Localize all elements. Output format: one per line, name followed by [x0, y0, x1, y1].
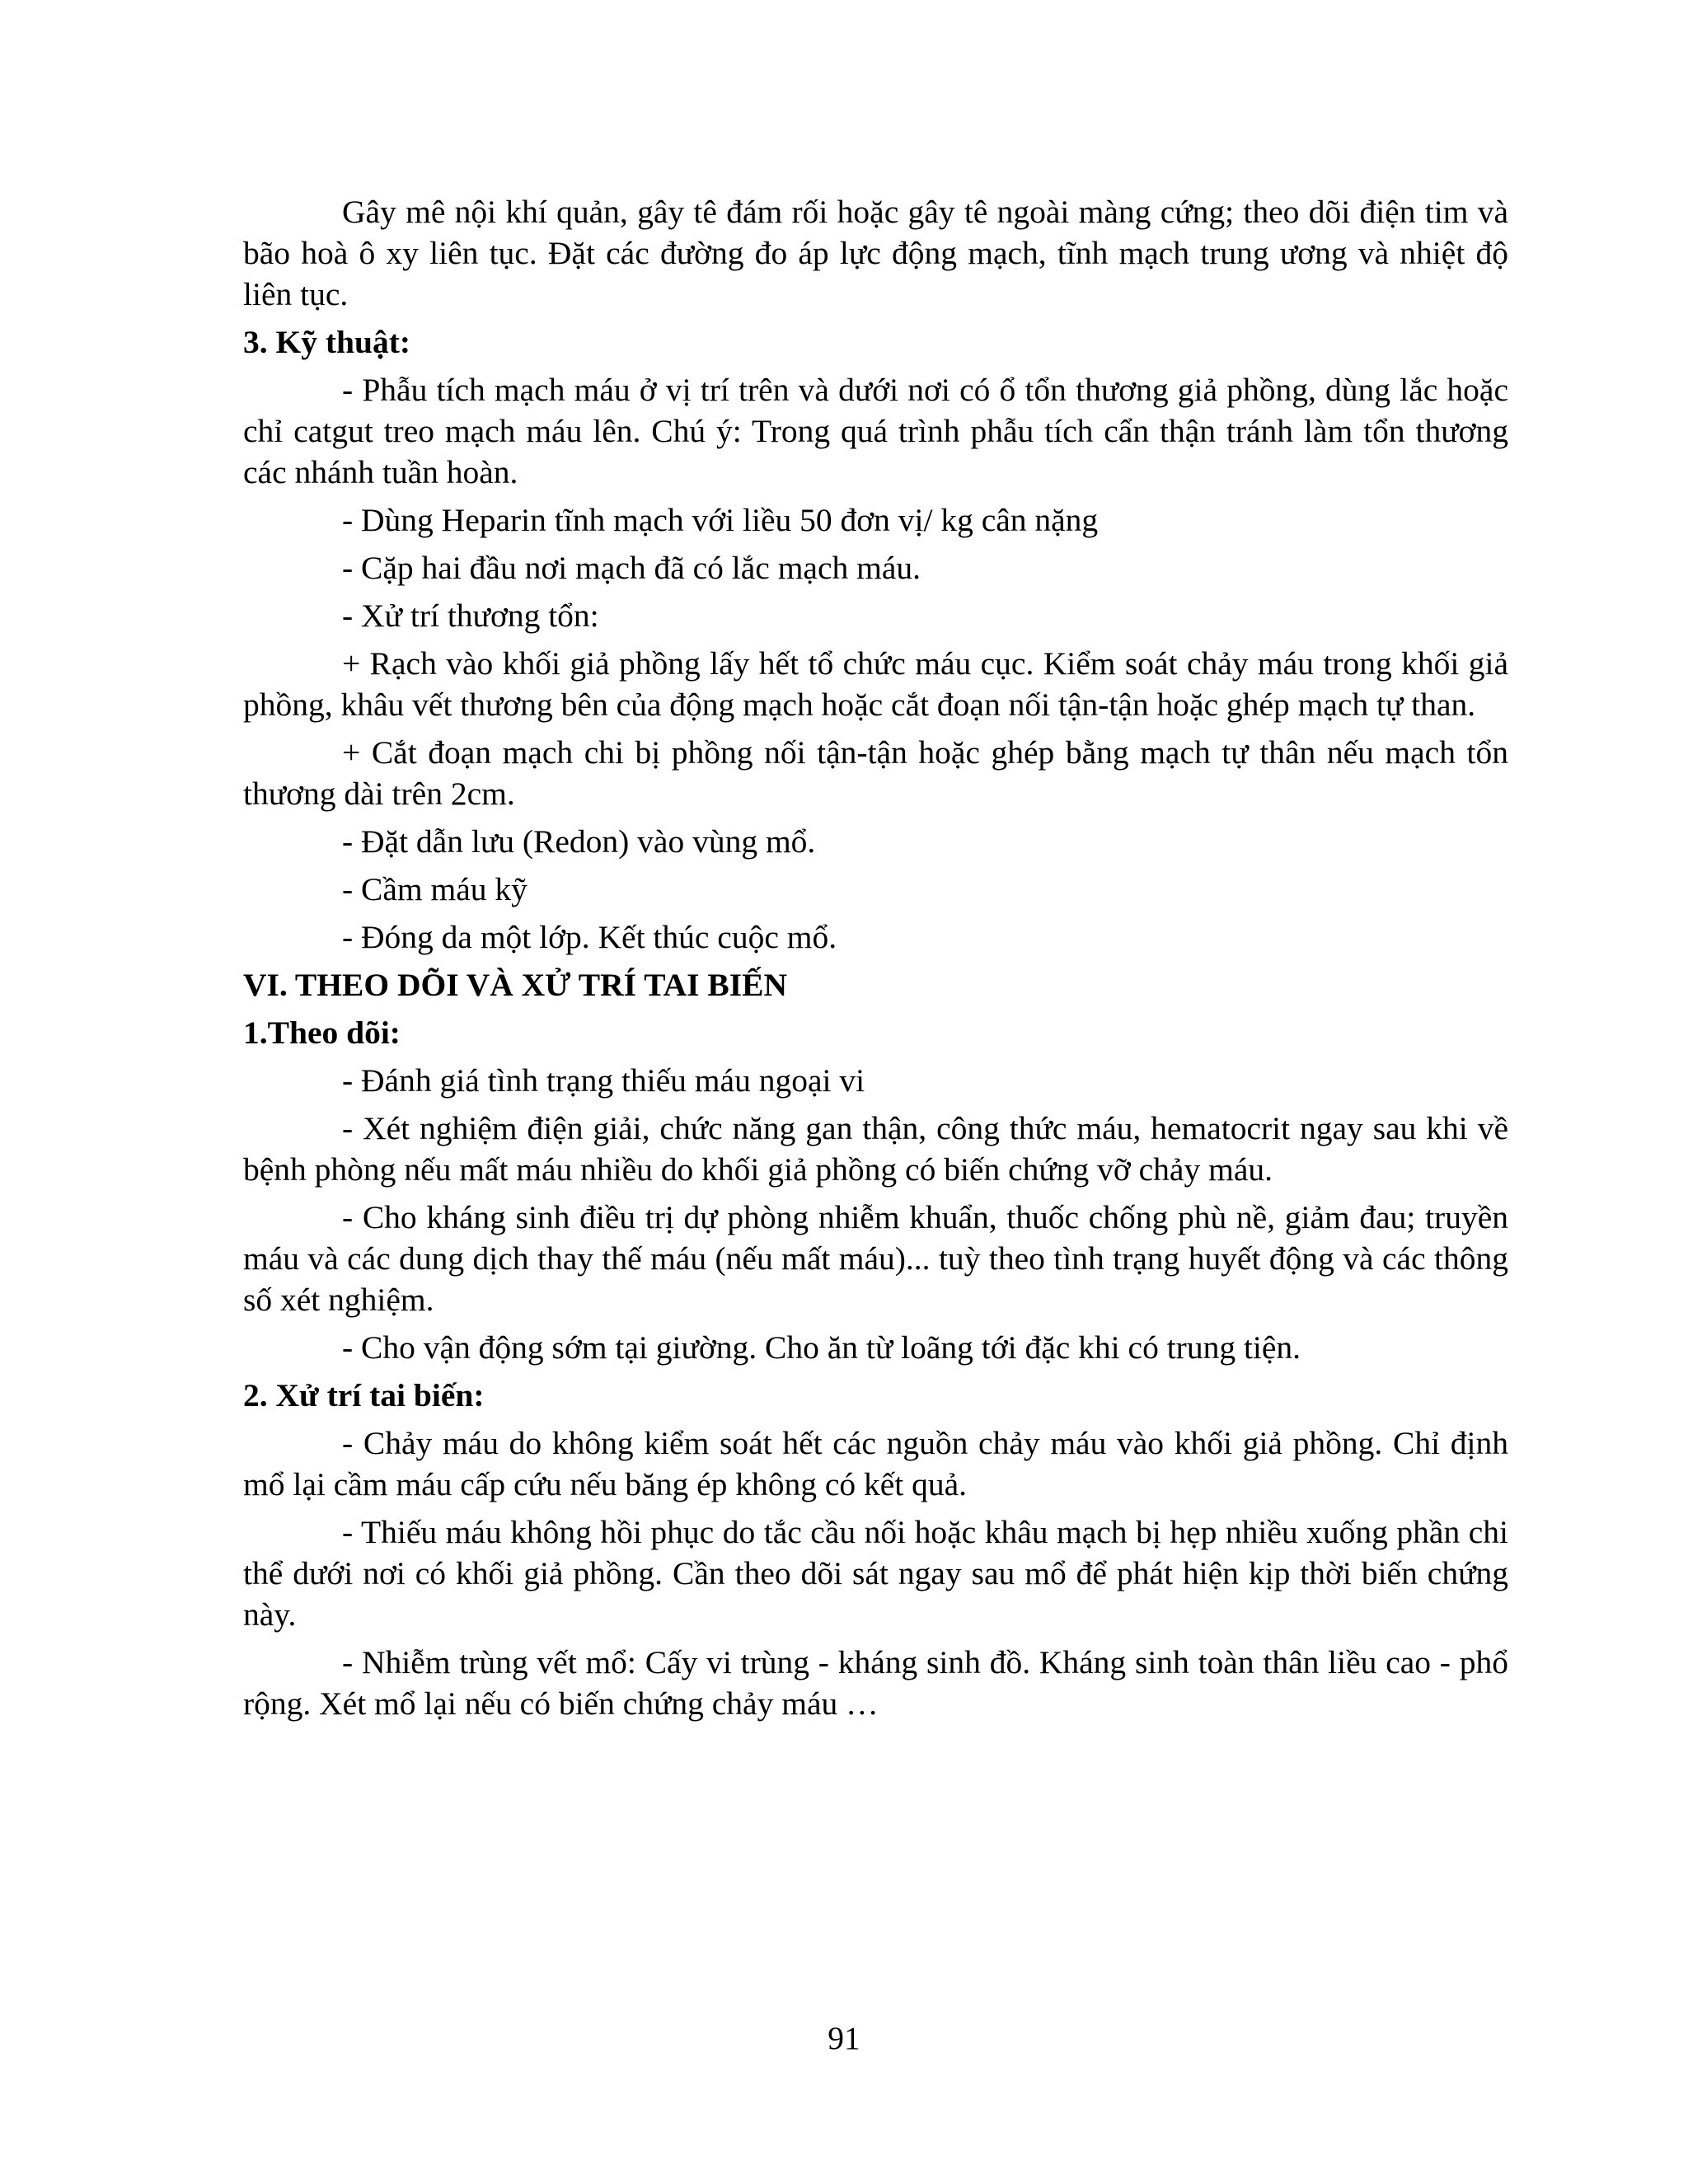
heading-complications: 2. Xử trí tai biến:	[243, 1377, 485, 1413]
paragraph-wound-infection: - Nhiễm trùng vết mổ: Cấy vi trùng - kháng sinh đồ. Kháng sinh toàn thân liều cao - phổ rộng. Xét mổ lại nếu có biến chứng chảy máu …	[243, 1644, 1508, 1722]
paragraph-anesthesia: Gây mê nội khí quản, gây tê đám rối hoặc gây tê ngoài màng cứng; theo dõi điện tim và bão hoà ô xy liên tục. Đặt các đường đo áp lực động mạch, tĩnh mạch trung ương và nhiệt độ liên tục.	[243, 194, 1508, 312]
paragraph-dissection: - Phẫu tích mạch máu ở vị trí trên và dưới nơi có ổ tổn thương giả phồng, dùng lắc hoặc chỉ catgut treo mạch máu lên. Chú ý: Trong quá trình phẫu tích cẩn thận tránh làm tổn thương các nhánh tuần hoàn.	[243, 372, 1508, 490]
paragraph-antibiotics: - Cho kháng sinh điều trị dự phòng nhiễm khuẩn, thuốc chống phù nề, giảm đau; truyền máu và các dung dịch thay thế máu (nếu mất máu)... tuỳ theo tình trạng huyết động và các thông số xét nghiệm.	[243, 1199, 1508, 1318]
paragraph-lesion-treatment: - Xử trí thương tổn:	[342, 598, 599, 634]
paragraph-drainage: - Đặt dẫn lưu (Redon) vào vùng mổ.	[342, 823, 816, 860]
paragraph-heparin: - Dùng Heparin tĩnh mạch với liều 50 đơn vị/ kg cân nặng	[342, 502, 1099, 538]
page-body	[243, 191, 1508, 1724]
paragraph-segment-cut: + Cắt đoạn mạch chi bị phồng nối tận-tận hoặc ghép bằng mạch tự thân nếu mạch tổn thương dài trên 2cm.	[243, 734, 1508, 812]
paragraph-clamp: - Cặp hai đầu nơi mạch đã có lắc mạch máu.	[342, 550, 921, 586]
paragraph-skin-closure: - Đóng da một lớp. Kết thúc cuộc mổ.	[342, 919, 837, 955]
heading-technique: 3. Kỹ thuật:	[243, 324, 410, 360]
paragraph-incision: + Rạch vào khối giả phồng lấy hết tổ chức máu cục. Kiểm soát chảy máu trong khối giả phồng, khâu vết thương bên của động mạch hoặc cắt đoạn nối tận-tận hoặc ghép mạch tự than.	[243, 645, 1508, 723]
paragraph-hemostasis: - Cầm máu kỹ	[342, 871, 528, 907]
heading-monitoring: 1.Theo dõi:	[243, 1015, 401, 1051]
paragraph-lab-tests: - Xét nghiệm điện giải, chức năng gan thận, công thức máu, hematocrit ngay sau khi về bệnh phòng nếu mất máu nhiều do khối giả phồng có biến chứng vỡ chảy máu.	[243, 1110, 1508, 1188]
paragraph-bleeding: - Chảy máu do không kiểm soát hết các nguồn chảy máu vào khối giả phồng. Chỉ định mổ lại cầm máu cấp cứu nếu băng ép không có kết quả.	[243, 1425, 1508, 1502]
paragraph-early-mobility: - Cho vận động sớm tại giường. Cho ăn từ loãng tới đặc khi có trung tiện.	[342, 1329, 1301, 1366]
heading-section-vi: VI. THEO DÕI VÀ XỬ TRÍ TAI BIẾN	[243, 967, 787, 1003]
paragraph-ischemia-eval: - Đánh giá tình trạng thiếu máu ngoại vi	[342, 1062, 865, 1099]
paragraph-irreversible-ischemia: - Thiếu máu không hồi phục do tắc cầu nối hoặc khâu mạch bị hẹp nhiều xuống phần chi thể dưới nơi có khối giả phồng. Cần theo dõi sát ngay sau mổ để phát hiện kịp thời biến chứng này.	[243, 1514, 1508, 1633]
page-number: 91	[828, 2020, 860, 2056]
